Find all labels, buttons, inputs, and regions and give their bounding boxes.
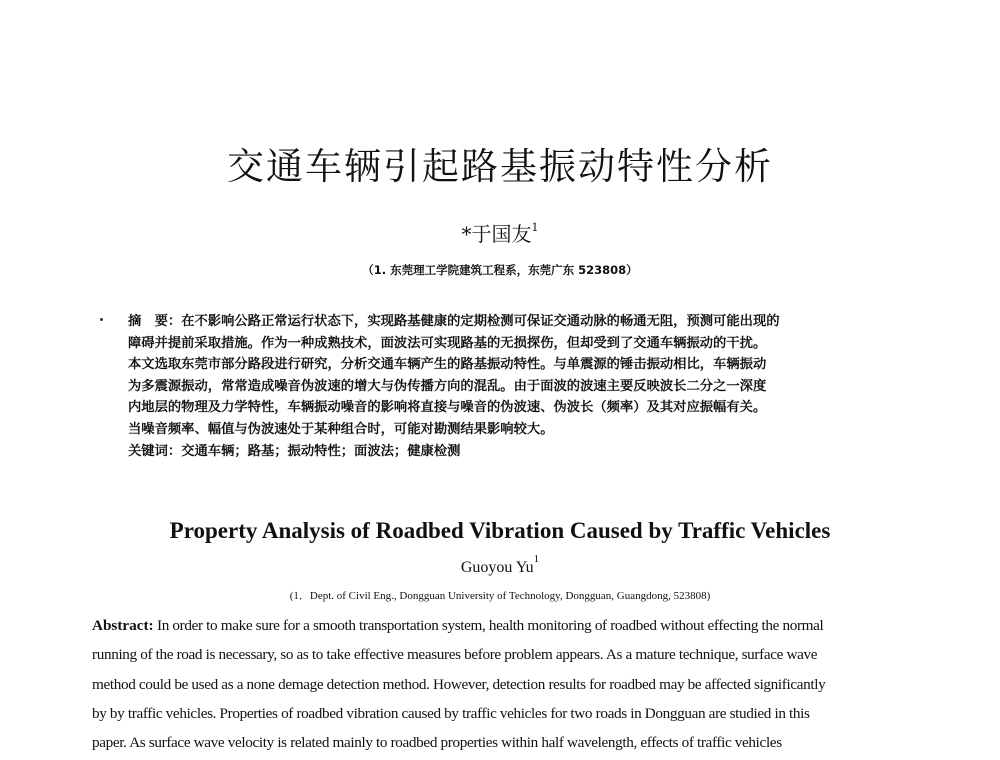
author-superscript: 1	[533, 553, 540, 565]
affiliation-english: (1．Dept. of Civil Eng., Dongguan University of Technology, Dongguan, Guangdong, 523808)	[289, 590, 711, 602]
author-name: *于国友	[461, 222, 532, 246]
affiliation-chinese: （1. 东莞理工学院建筑工程系，东莞广东 523808）	[362, 263, 638, 277]
keywords-label: 关键词：	[128, 443, 182, 459]
author-chinese	[0, 218, 1000, 247]
bullet-dot-mark	[100, 318, 103, 321]
paper-title-english: Property Analysis of Roadbed Vibration Caused by Traffic Vehicles	[169, 518, 831, 543]
author-english	[0, 553, 1000, 577]
abstract-line: 内地层的物理及力学特性，车辆振动噪音的影响将直接与噪音的伪波速、伪波长（频率）及其对应振幅有关。	[128, 400, 767, 416]
abstract-line: method could be used as a none demage detection method. However, detection results for roadbed may be affected significantly	[92, 675, 826, 693]
abstract-line: 本文选取东莞市部分路段进行研究，分析交通车辆产生的路基振动特性。与单震源的锤击振动相比，车辆振动	[128, 357, 767, 373]
abstract-english	[92, 611, 910, 757]
abstract-line: 当噪音频率、幅值与伪波速处于某种组合时，可能对勘测结果影响较大。	[128, 421, 554, 437]
abstract-line: paper. As surface wave velocity is related mainly to roadbed properties within half wavelength, effects of traffic vehicles	[92, 734, 782, 752]
keywords-row	[128, 441, 888, 463]
abstract-line: 障碍并提前采取措施。作为一种成熟技术，面波法可实现路基的无损探伤，但却受到了交通车辆振动的干扰。	[128, 335, 767, 351]
abstract-label: 摘 要：	[128, 314, 182, 329]
abstract-line: 摘 要：在不影响公路正常运行状态下，实现路基健康的定期检测可保证交通动脉的畅通无阻，预测可能出现的	[128, 314, 780, 329]
abstract-line: 为多震源振动，常常造成噪音伪波速的增大与伪传播方向的混乱。由于面波的波速主要反映波长二分之一深度	[128, 378, 767, 394]
author-name: Guoyou Yu	[460, 559, 534, 576]
paper-title-chinese: 交通车辆引起路基振动特性分析	[227, 145, 773, 188]
abstract-line: running of the road is necessary, so as to take effective measures before problem appears. As a mature technique, surface wave	[92, 646, 818, 664]
abstract-line: by by traffic vehicles. Properties of roadbed vibration caused by traffic vehicles for two roads in Dongguan are studied in this	[92, 704, 810, 722]
abstract-label: Abstract:	[92, 617, 154, 634]
abstract-chinese	[128, 311, 888, 462]
author-superscript: 1	[531, 221, 539, 234]
abstract-line: Abstract: In order to make sure for a smooth transportation system, health monitoring of roadbed without effecting the normal	[92, 617, 824, 634]
keywords-text: 交通车辆；路基；振动特性；面波法；健康检测	[181, 443, 461, 459]
